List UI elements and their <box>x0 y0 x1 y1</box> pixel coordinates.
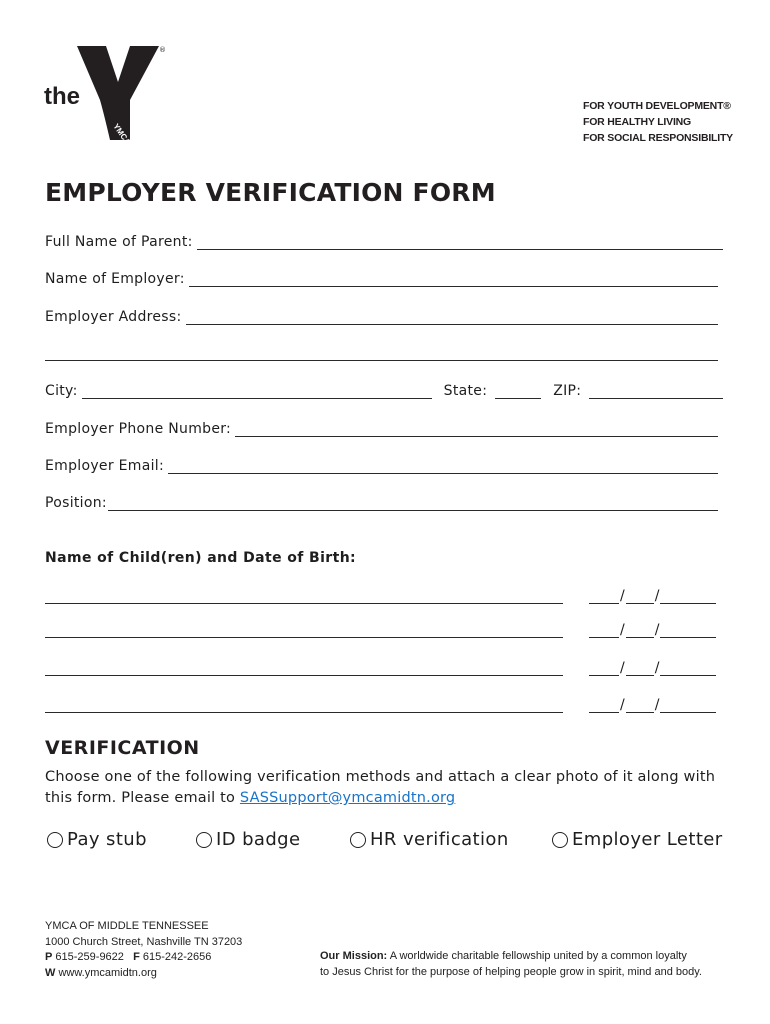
option-employer-letter[interactable] <box>552 829 723 850</box>
tagline <box>583 98 733 146</box>
child-name-field[interactable] <box>45 589 563 604</box>
employer-name-label: Name of Employer: <box>45 271 185 287</box>
employer-email-row <box>45 458 718 474</box>
employer-email-label: Employer Email: <box>45 458 164 474</box>
position-row <box>45 495 718 511</box>
ymca-logo <box>44 44 169 144</box>
employer-address-line-2-row <box>45 346 718 361</box>
position-field[interactable] <box>108 496 718 511</box>
footer-address: 1000 Church Street, Nashville TN 37203 <box>45 935 243 948</box>
city-state-zip-row <box>45 383 723 399</box>
employer-phone-field[interactable] <box>235 422 718 437</box>
state-label: State: <box>443 383 488 399</box>
child-name-field[interactable] <box>45 623 563 638</box>
support-email-link[interactable]: SASSupport@ymcamidtn.org <box>239 790 456 806</box>
employer-name-row <box>45 271 718 287</box>
logo-ymca-text: YMCA <box>111 121 133 144</box>
employer-address-line-2-field[interactable] <box>45 346 718 361</box>
instructions-text: Choose one of the following verification methods and attach a clear photo of it along with this form. Please email to <box>45 769 716 806</box>
option-label: HR verification <box>370 829 509 850</box>
radio-circle-icon[interactable] <box>47 832 63 848</box>
tagline-line: FOR YOUTH DEVELOPMENT® <box>583 100 731 112</box>
employer-phone-row <box>45 421 718 437</box>
parent-name-row <box>45 234 723 250</box>
parent-name-field[interactable] <box>197 235 723 250</box>
footer-mission <box>320 949 740 980</box>
option-hr-verification[interactable] <box>350 829 509 850</box>
child-name-field[interactable] <box>45 661 563 676</box>
position-label: Position: <box>45 495 107 511</box>
zip-field[interactable] <box>589 384 723 399</box>
logo-the-text: the <box>44 83 80 110</box>
radio-circle-icon[interactable] <box>350 832 366 848</box>
child-dob-field[interactable]: / / <box>589 588 716 604</box>
employer-address-row <box>45 309 718 325</box>
employer-email-field[interactable] <box>168 459 718 474</box>
page-title: EMPLOYER VERIFICATION FORM <box>45 178 496 207</box>
mission-label: Our Mission: <box>320 950 388 962</box>
child-dob-field[interactable]: / / <box>589 622 716 638</box>
option-label: ID badge <box>216 829 301 850</box>
mission-text: A worldwide charitable fellowship united by a common loyalty <box>389 950 687 962</box>
children-heading: Name of Child(ren) and Date of Birth: <box>45 550 357 566</box>
employer-address-field[interactable] <box>186 310 718 325</box>
parent-name-label: Full Name of Parent: <box>45 234 193 250</box>
zip-label: ZIP: <box>553 383 582 399</box>
svg-text:®: ® <box>159 46 166 54</box>
option-label: Pay stub <box>67 829 147 850</box>
child-dob-field[interactable]: / / <box>589 660 716 676</box>
tagline-line: FOR SOCIAL RESPONSIBILITY <box>583 132 733 144</box>
child-row <box>45 660 716 676</box>
city-label: City: <box>45 383 78 399</box>
child-row <box>45 622 716 638</box>
footer-phone-fax: P 615-259-9622 F 615-242-2656 <box>45 951 212 963</box>
option-id-badge[interactable] <box>196 829 300 850</box>
state-field[interactable] <box>495 384 541 399</box>
child-row <box>45 588 716 604</box>
employer-phone-label: Employer Phone Number: <box>45 421 232 437</box>
radio-circle-icon[interactable] <box>196 832 212 848</box>
employer-address-label: Employer Address: <box>45 309 182 325</box>
option-label: Employer Letter <box>572 829 723 850</box>
footer-contact <box>45 919 242 981</box>
child-row <box>45 697 716 713</box>
child-dob-field[interactable]: / / <box>589 697 716 713</box>
option-pay-stub[interactable] <box>47 829 147 850</box>
footer-org: YMCA OF MIDDLE TENNESSEE <box>45 920 209 932</box>
footer-web: W www.ymcamidtn.org <box>45 966 157 979</box>
employer-name-field[interactable] <box>189 272 718 287</box>
verification-instructions <box>45 767 735 809</box>
child-name-field[interactable] <box>45 698 563 713</box>
mission-text: to Jesus Christ for the purpose of helping people grow in spirit, mind and body. <box>320 965 702 978</box>
city-field[interactable] <box>82 384 432 399</box>
radio-circle-icon[interactable] <box>552 832 568 848</box>
tagline-line: FOR HEALTHY LIVING <box>583 116 692 128</box>
verification-heading: VERIFICATION <box>45 737 200 759</box>
